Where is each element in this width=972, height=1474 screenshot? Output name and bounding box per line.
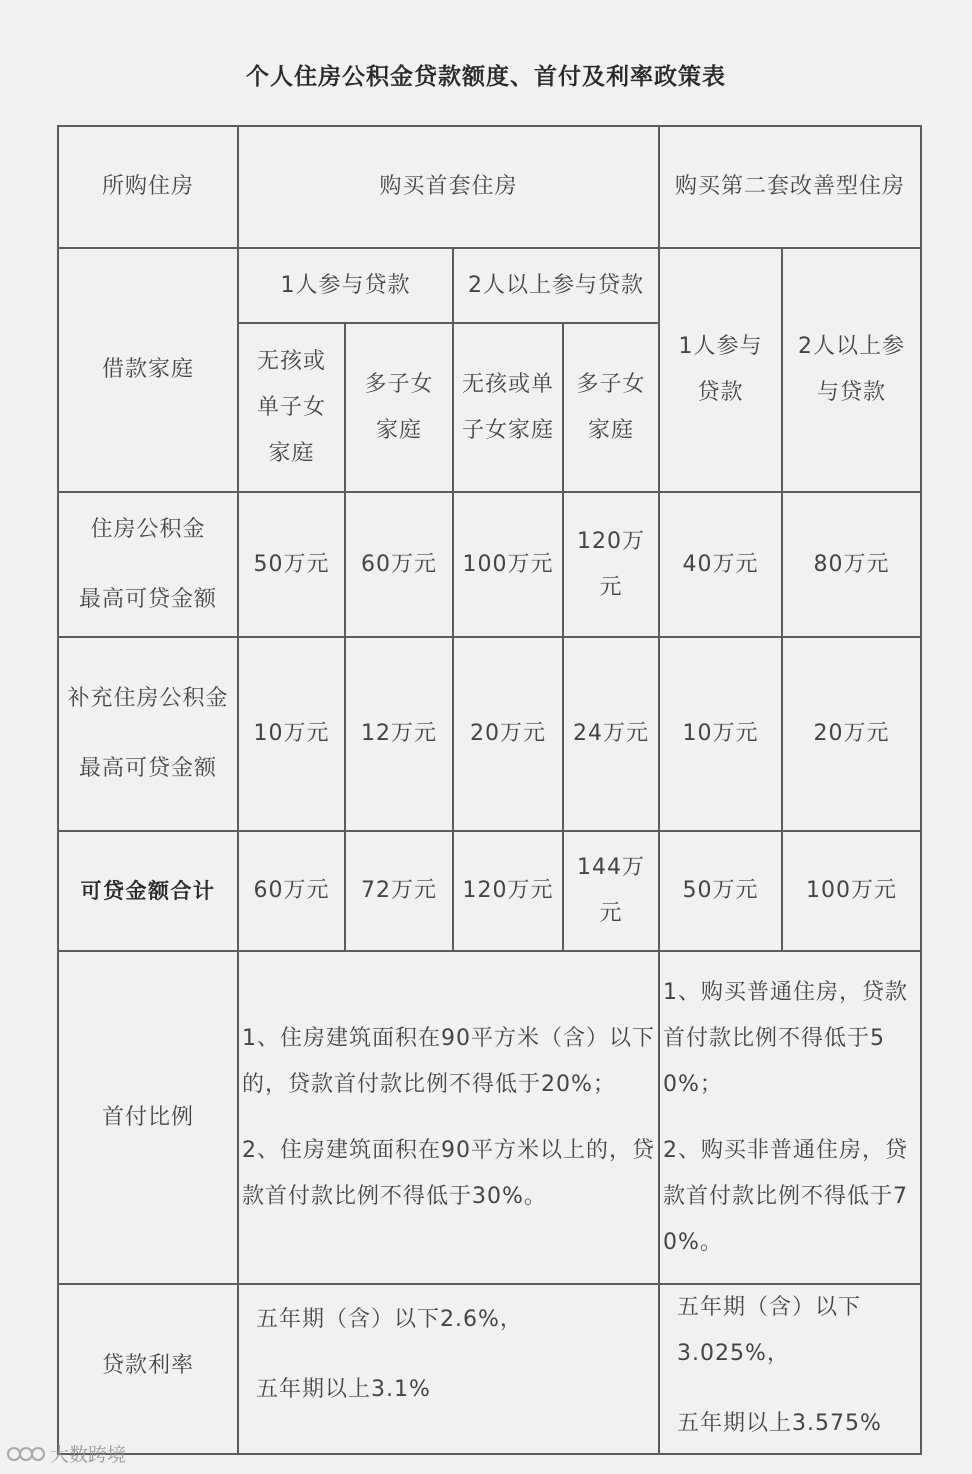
total-row <box>58 831 921 951</box>
supplementary-value: 20万元 <box>453 637 563 831</box>
rate-second-line1a: 五年期（含）以下 <box>677 1295 862 1320</box>
rate-second <box>659 1284 921 1454</box>
policy-table <box>57 125 922 1455</box>
provident-value: 60万元 <box>345 492 453 637</box>
provident-label-line2: 最高可贷金额 <box>78 586 217 612</box>
sub-no-child-one: 无孩或单子女家庭 <box>238 323 345 492</box>
provident-value: 40万元 <box>659 492 782 637</box>
supplementary-value: 10万元 <box>238 637 345 831</box>
provident-value: 120万元 <box>563 492 659 637</box>
provident-value: 100万元 <box>453 492 563 637</box>
family-row <box>58 248 921 323</box>
provident-label-line1: 住房公积金 <box>90 516 206 542</box>
total-label: 可贷金额合计 <box>58 831 238 951</box>
family-label: 借款家庭 <box>58 248 238 492</box>
down-payment-first-rule2: 2、住房建筑面积在90平方米以上的，贷款首付款比例不得低于30%。 <box>242 1137 655 1209</box>
down-payment-first-rule1: 1、住房建筑面积在90平方米（含）以下的，贷款首付款比例不得低于20%； <box>242 1025 655 1097</box>
supplementary-row <box>58 637 921 831</box>
second-home-header: 购买第二套改善型住房 <box>659 126 921 248</box>
rate-second-line1b: 3.025%， <box>677 1341 790 1366</box>
second-one-person: 1人参与贷款 <box>659 248 782 492</box>
two-plus-header: 2人以上参与贷款 <box>453 248 659 323</box>
one-person-header: 1人参与贷款 <box>238 248 453 323</box>
total-value: 60万元 <box>238 831 345 951</box>
down-payment-second-rule1: 1、购买普通住房，贷款首付款比例不得低于50%； <box>663 979 908 1097</box>
down-payment-first <box>238 951 659 1284</box>
total-value: 50万元 <box>659 831 782 951</box>
down-payment-second-rule2: 2、购买非普通住房，贷款首付款比例不得低于70%。 <box>663 1137 908 1255</box>
rate-label: 贷款利率 <box>58 1284 238 1454</box>
watermark <box>6 1440 126 1467</box>
watermark-logo-icon <box>6 1444 46 1464</box>
total-value: 100万元 <box>782 831 921 951</box>
down-payment-row <box>58 951 921 1284</box>
rate-first-line1: 五年期（含）以下2.6%， <box>256 1307 523 1332</box>
rate-first <box>238 1284 659 1454</box>
provident-label <box>58 492 238 637</box>
rate-row <box>58 1284 921 1454</box>
sub-multi-one: 多子女家庭 <box>345 323 453 492</box>
supplementary-label <box>58 637 238 831</box>
supplementary-value: 24万元 <box>563 637 659 831</box>
supplementary-value: 12万元 <box>345 637 453 831</box>
header-row <box>58 126 921 248</box>
watermark-text: 大数跨境 <box>50 1444 127 1466</box>
supplementary-value: 20万元 <box>782 637 921 831</box>
total-value: 144万元 <box>563 831 659 951</box>
supplementary-label-line1: 补充住房公积金 <box>67 686 229 711</box>
purchased-label: 所购住房 <box>58 126 238 248</box>
rate-first-line2: 五年期以上3.1% <box>256 1377 431 1402</box>
total-value: 120万元 <box>453 831 563 951</box>
down-payment-label: 首付比例 <box>58 951 238 1284</box>
rate-second-line2: 五年期以上3.575% <box>677 1411 882 1436</box>
down-payment-second <box>659 951 921 1284</box>
page-title: 个人住房公积金贷款额度、首付及利率政策表 <box>246 64 726 90</box>
sub-multi-two: 多子女家庭 <box>563 323 659 492</box>
provident-value: 80万元 <box>782 492 921 637</box>
supplementary-value: 10万元 <box>659 637 782 831</box>
first-home-header: 购买首套住房 <box>238 126 659 248</box>
supplementary-label-line2: 最高可贷金额 <box>78 756 217 781</box>
provident-row <box>58 492 921 637</box>
provident-value: 50万元 <box>238 492 345 637</box>
total-value: 72万元 <box>345 831 453 951</box>
sub-no-child-two: 无孩或单子女家庭 <box>453 323 563 492</box>
second-two-plus: 2人以上参与贷款 <box>782 248 921 492</box>
